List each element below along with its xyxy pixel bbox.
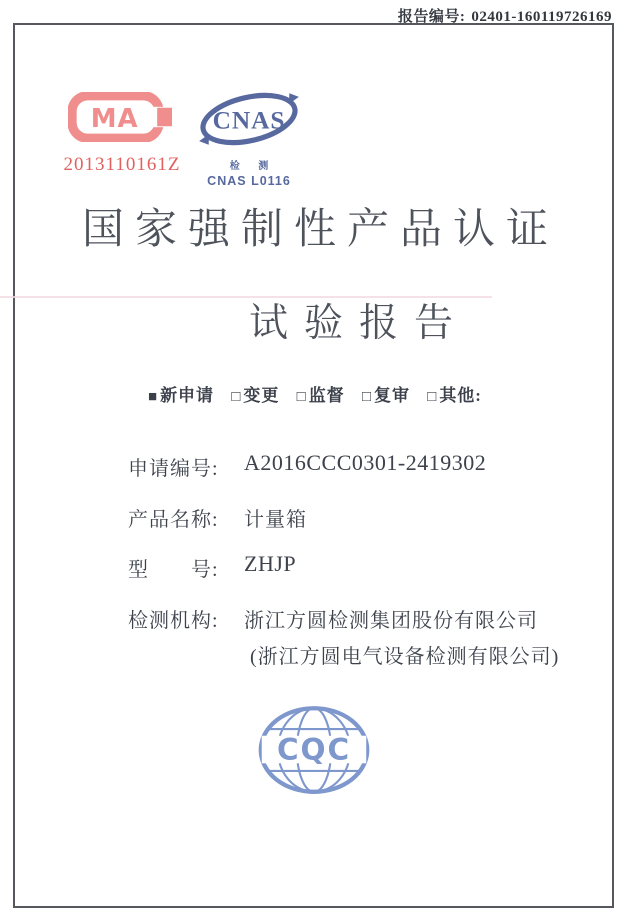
checkbox-supervision xyxy=(297,386,345,405)
field-label: 申请编号: xyxy=(128,458,219,480)
checkbox-label: 监督 xyxy=(308,386,345,405)
cma-license-number: 2013110161Z xyxy=(63,154,181,175)
unchecked-box-icon: □ xyxy=(296,389,307,405)
scan-artifact-line xyxy=(0,296,492,298)
testing-org-line1: 浙江方圆检测集团股份有限公司 xyxy=(244,610,538,632)
field-application-number xyxy=(128,452,486,481)
unchecked-box-icon: □ xyxy=(427,389,438,405)
field-testing-organization xyxy=(128,604,559,669)
cma-mark-block xyxy=(52,92,192,176)
report-number-label: 报告编号: xyxy=(397,9,466,25)
cqc-mark-block xyxy=(257,704,371,796)
checkbox-other xyxy=(427,386,482,405)
unchecked-box-icon: □ xyxy=(361,389,372,405)
field-product-name xyxy=(128,503,307,532)
application-type-row xyxy=(0,381,630,406)
checked-box-icon: ■ xyxy=(148,389,159,405)
field-label: 型 号: xyxy=(128,559,219,581)
cnas-accreditation-number: CNAS L0116 xyxy=(207,174,291,188)
field-value xyxy=(244,604,559,669)
field-label: 产品名称: xyxy=(128,509,219,531)
field-label: 检测机构: xyxy=(128,610,219,632)
checkbox-label: 变更 xyxy=(243,386,280,405)
unchecked-box-icon: □ xyxy=(231,389,242,405)
cma-letters: MA xyxy=(90,104,139,135)
checkbox-review xyxy=(362,386,410,405)
document-title: 国家强制性产品认证 xyxy=(81,207,559,253)
checkbox-label: 其他: xyxy=(439,386,482,405)
report-number-value: 02401-160119726169 xyxy=(471,9,612,25)
cqc-logo-icon xyxy=(257,704,371,796)
document-subtitle: 试验报告 xyxy=(248,302,469,345)
field-value: 计量箱 xyxy=(244,509,307,531)
field-value: ZHJP xyxy=(244,551,297,576)
testing-org-line2: (浙江方圆电气设备检测有限公司) xyxy=(250,646,560,668)
checkbox-change xyxy=(231,386,279,405)
cnas-category-label: 检 测 xyxy=(229,161,277,172)
cma-logo-icon xyxy=(68,92,176,142)
cqc-letters: CQC xyxy=(277,732,351,767)
checkbox-label: 新申请 xyxy=(160,386,215,405)
field-model xyxy=(128,553,296,582)
checkbox-new-application xyxy=(148,386,214,405)
cnas-mark-block xyxy=(196,88,302,188)
cnas-letters: CNAS xyxy=(212,106,286,135)
field-value: A2016CCC0301-2419302 xyxy=(244,450,487,475)
cnas-logo-icon xyxy=(197,88,301,150)
checkbox-label: 复审 xyxy=(374,386,410,405)
